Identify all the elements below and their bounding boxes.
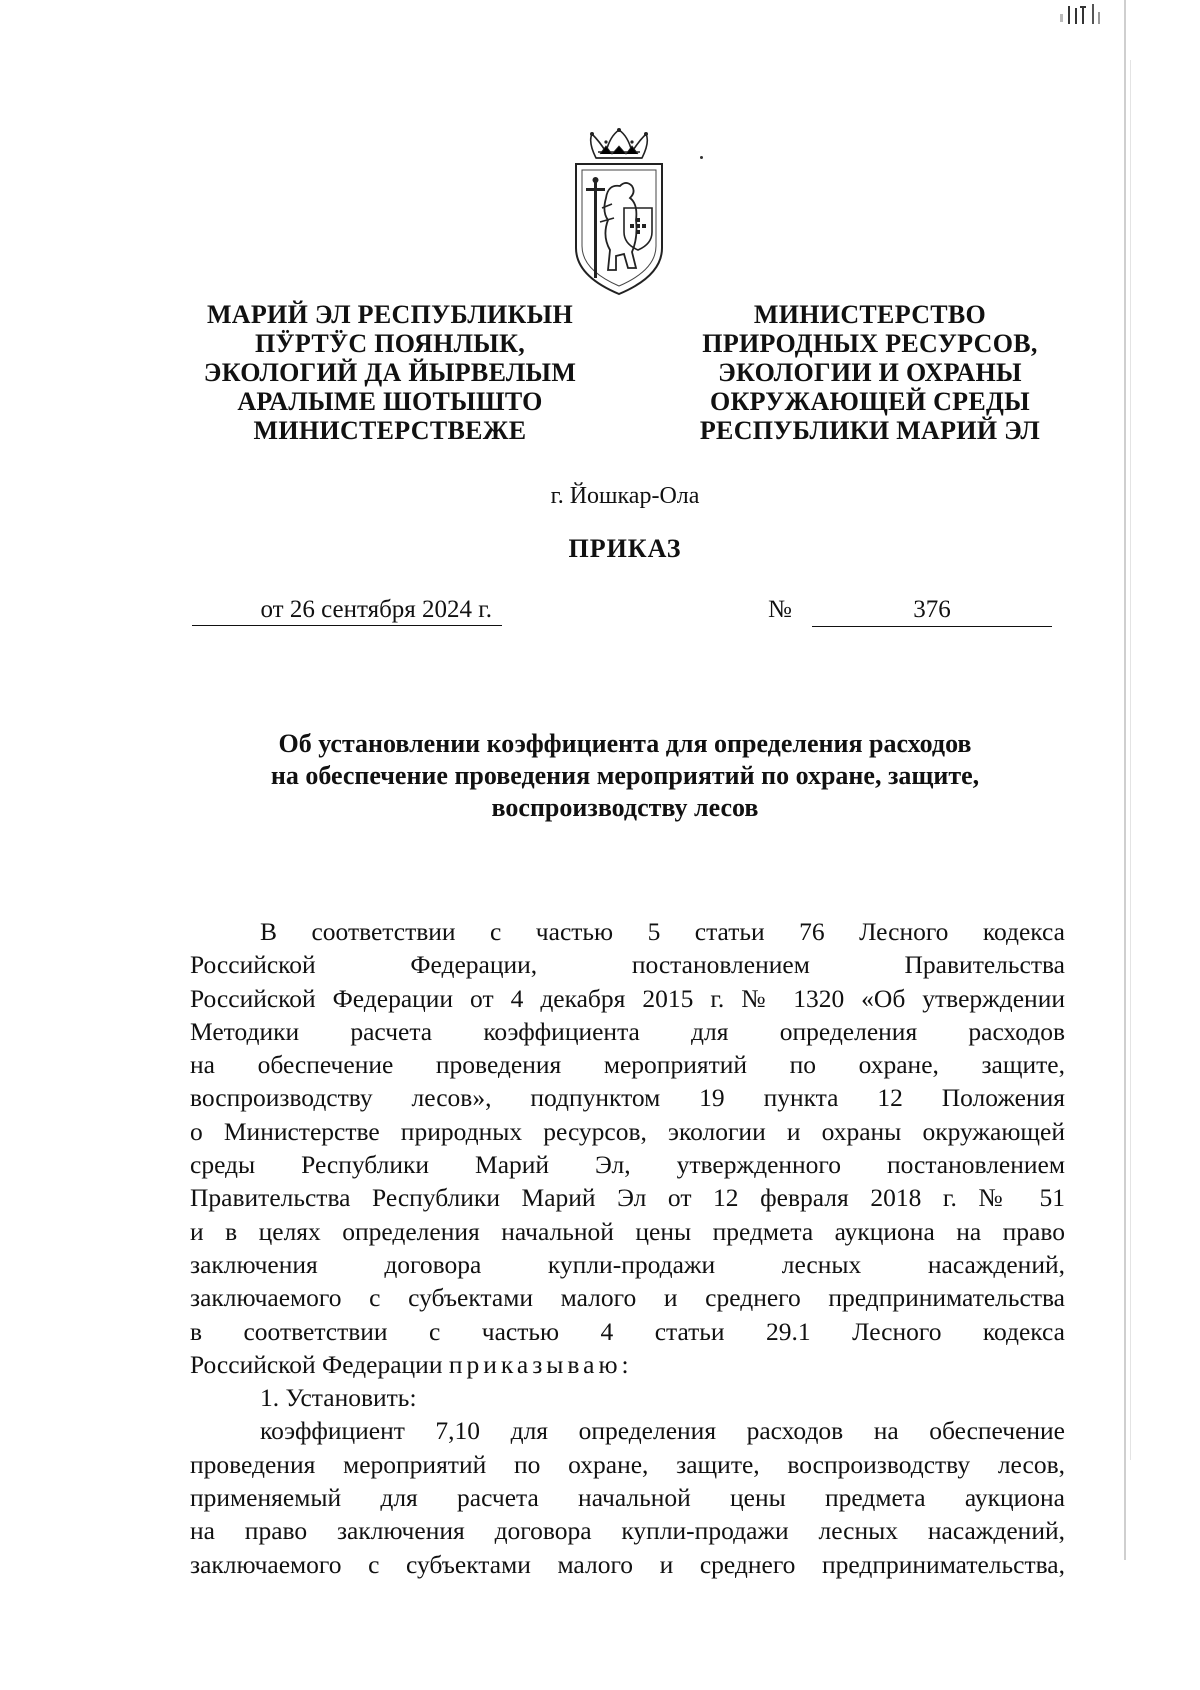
body-line: заключаемого с субъектами малого и среднего предпринимательства bbox=[190, 1283, 1065, 1313]
header-left-line: МИНИСТЕРСТВЕЖЕ bbox=[253, 416, 527, 445]
header-left-line: ПӰРТӰС ПОЯНЛЫК, bbox=[254, 329, 526, 358]
body-line: Российской Федерации от 4 декабря 2015 г. № 1320 «Об утверждении bbox=[190, 983, 1065, 1013]
scan-artifact-top bbox=[1058, 2, 1118, 24]
header-left-line: ЭКОЛОГИЙ ДА ЙЫРВЕЛЫМ bbox=[203, 358, 577, 387]
header-right-line: РЕСПУБЛИКИ МАРИЙ ЭЛ bbox=[699, 416, 1041, 445]
body-line-last bbox=[190, 1348, 1065, 1381]
preamble-last-text: Российской Федерации bbox=[190, 1349, 443, 1379]
order-number: 376 bbox=[812, 596, 1052, 627]
coat-of-arms-emblem bbox=[566, 128, 672, 298]
header-right-line: МИНИСТЕРСТВО bbox=[753, 300, 987, 329]
preamble-paragraph bbox=[190, 915, 1065, 1581]
body-line: проведения мероприятий по охране, защите, воспроизводству лесов, bbox=[190, 1449, 1065, 1479]
body-line: воспроизводству лесов», подпунктом 19 пункта 12 Положения bbox=[190, 1083, 1065, 1113]
body-line: Правительства Республики Марий Эл от 12 февраля 2018 г. № 51 bbox=[190, 1183, 1065, 1213]
number-label: № bbox=[768, 596, 792, 623]
header-left-line: АРАЛЫМЕ ШОТЫШТО bbox=[237, 387, 543, 416]
order-word: приказываю: bbox=[448, 1349, 633, 1379]
document-type: ПРИКАЗ bbox=[568, 534, 682, 563]
title-line: Об установлении коэффициента для определения расходов bbox=[278, 729, 972, 758]
header-mari-language bbox=[180, 300, 600, 445]
header-right-line: ОКРУЖАЮЩЕЙ СРЕДЫ bbox=[710, 387, 1030, 416]
scan-dot bbox=[700, 156, 703, 159]
header-russian-language bbox=[670, 300, 1070, 445]
scan-edge-line bbox=[1124, 0, 1126, 1560]
item-1-heading: 1. Установить: bbox=[260, 1383, 417, 1413]
header-right-line: ПРИРОДНЫХ РЕСУРСОВ, bbox=[702, 329, 1038, 358]
body-line: коэффициент 7,10 для определения расходов на обеспечение bbox=[260, 1416, 1065, 1446]
body-line: применяемый для расчета начальной цены предмета аукциона bbox=[190, 1483, 1065, 1513]
body-line: В соответствии с частью 5 статьи 76 Лесного кодекса bbox=[260, 917, 1065, 946]
scan-edge-line-secondary bbox=[1130, 60, 1131, 1460]
body-line: на право заключения договора купли-продажи лесных насаждений, bbox=[190, 1516, 1065, 1546]
body-line: среды Республики Марий Эл, утвержденного постановлением bbox=[190, 1150, 1065, 1180]
body-line: о Министерстве природных ресурсов, экологии и охраны окружающей bbox=[190, 1116, 1065, 1146]
header-right-line: ЭКОЛОГИИ И ОХРАНЫ bbox=[718, 358, 1022, 387]
body-line: на обеспечение проведения мероприятий по охране, защите, bbox=[190, 1050, 1065, 1080]
order-date: от 26 сентября 2024 г. bbox=[192, 596, 502, 626]
document-title bbox=[180, 728, 1070, 824]
title-line: воспроизводству лесов bbox=[491, 793, 759, 822]
body-line: заключения договора купли-продажи лесных насаждений, bbox=[190, 1249, 1065, 1279]
body-line: Российской Федерации, постановлением Правительства bbox=[190, 950, 1065, 980]
body-line: и в целях определения начальной цены предмета аукциона на право bbox=[190, 1216, 1065, 1246]
header-left-line: МАРИЙ ЭЛ РЕСПУБЛИКЫН bbox=[206, 300, 574, 329]
title-line: на обеспечение проведения мероприятий по охране, защите, bbox=[270, 761, 980, 790]
body-line: заключаемого с субъектами малого и среднего предпринимательства, bbox=[190, 1549, 1065, 1579]
body-line: в соответствии с частью 4 статьи 29.1 Лесного кодекса bbox=[190, 1316, 1065, 1346]
body-line: Методики расчета коэффициента для определения расходов bbox=[190, 1016, 1065, 1046]
city-name: г. Йошкар-Ола bbox=[550, 483, 700, 509]
